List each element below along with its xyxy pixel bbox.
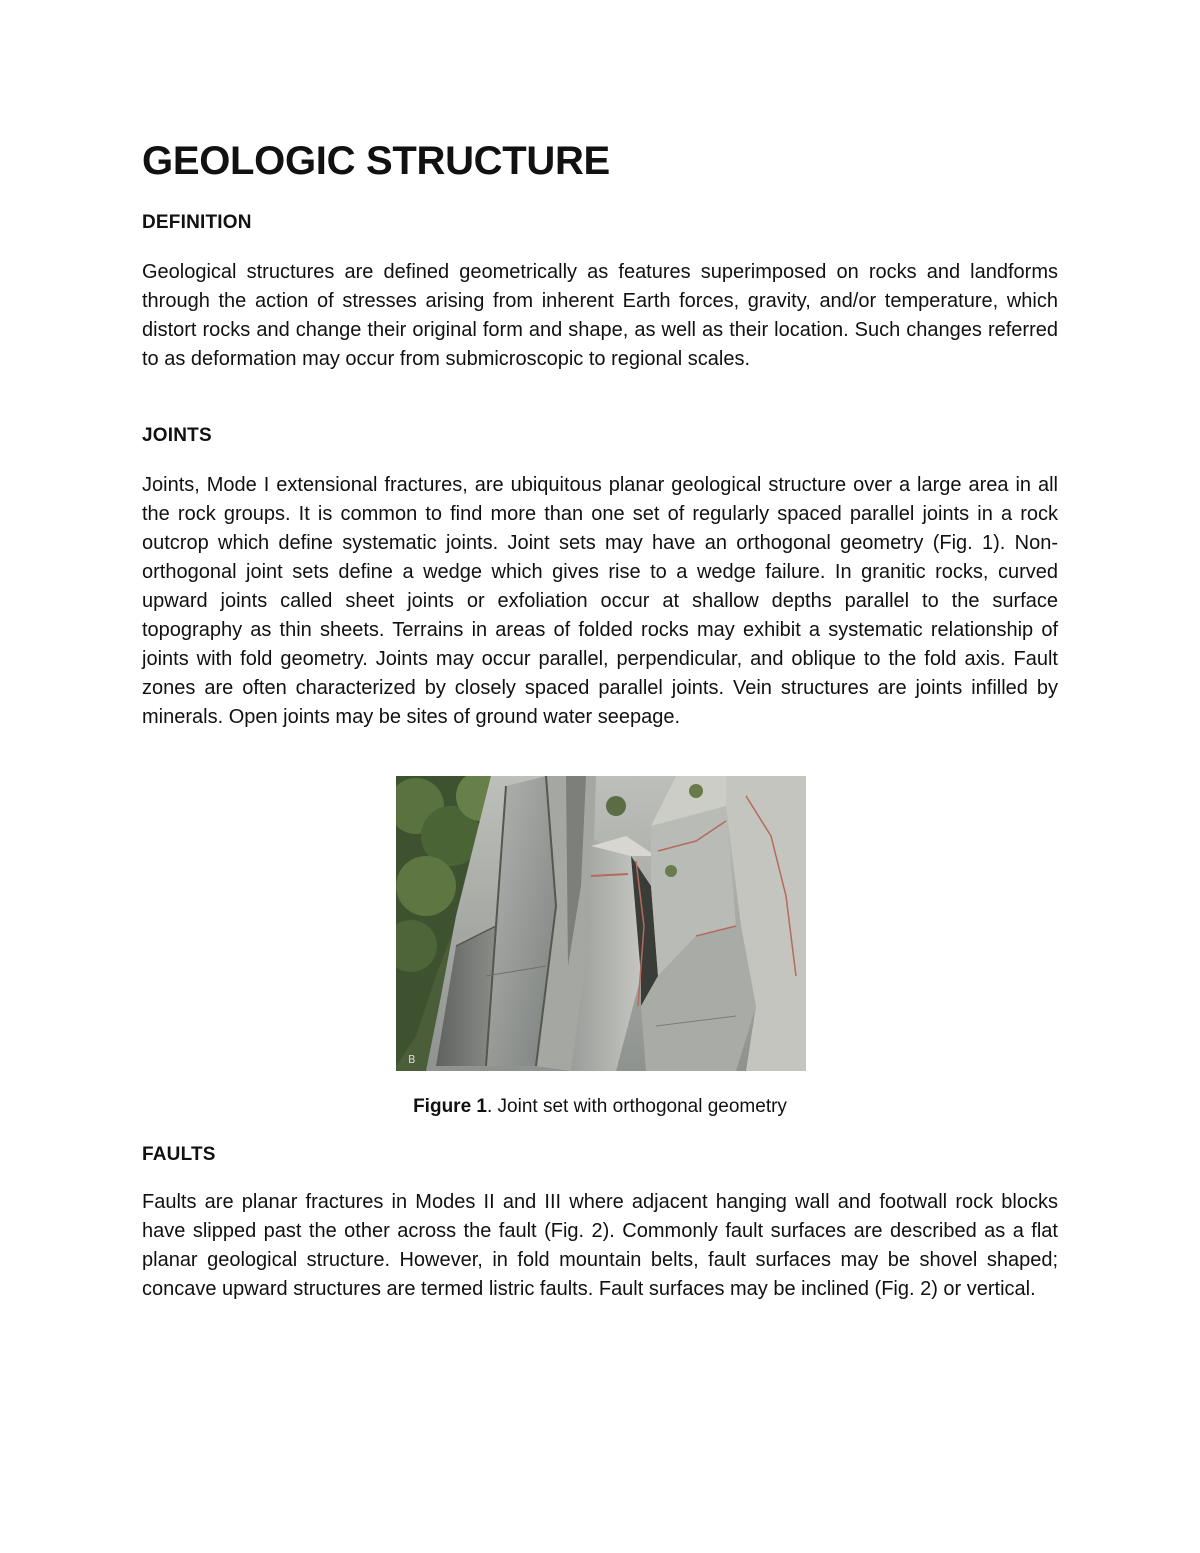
figure-1-caption-label: Figure 1 bbox=[413, 1096, 487, 1117]
document-title: GEOLOGIC STRUCTURE bbox=[142, 139, 610, 183]
figure-1-caption bbox=[142, 1096, 1058, 1118]
section-heading-joints: JOINTS bbox=[142, 425, 212, 446]
section-body-faults: Faults are planar fractures in Modes II and III where adjacent hanging wall and footwall rock blocks have slipped past the other across the fault (Fig. 2). Commonly fault surfaces are described as a flat planar geological structure. However, in fold mountain belts, fault surfaces may be shovel shaped; concave upward structures are termed listric faults. Fault surfaces may be inclined (Fig. 2) or vertical. bbox=[142, 1191, 1058, 1300]
figure-1-rock-outcrop-photo bbox=[396, 776, 806, 1071]
section-heading-faults: FAULTS bbox=[142, 1144, 216, 1165]
section-heading-definition: DEFINITION bbox=[142, 212, 252, 233]
section-body-definition: Geological structures are defined geometrically as features superimposed on rocks and landforms through the action of stresses arising from inherent Earth forces, gravity, and/or temperature, which distort rocks and change their original form and shape, as well as their location. Such changes referred to as deformation may occur from submicroscopic to regional scales. bbox=[142, 261, 1058, 370]
photo-corner-mark: B bbox=[408, 1053, 416, 1066]
figure-1-caption-text: . Joint set with orthogonal geometry bbox=[486, 1096, 787, 1117]
section-body-joints: Joints, Mode I extensional fractures, are ubiquitous planar geological structure over a large area in all the rock groups. It is common to find more than one set of regularly spaced parallel joints in a rock outcrop which define systematic joints. Joint sets may have an orthogonal geometry (Fig. 1). Non-orthogonal joint sets define a wedge which gives rise to a wedge failure. In granitic rocks, curved upward joints called sheet joints or exfoliation occur at shallow depths parallel to the surface topography as thin sheets. Terrains in areas of folded rocks may exhibit a systematic relationship of joints with fold geometry. Joints may occur parallel, perpendicular, and oblique to the fold axis. Fault zones are often characterized by closely spaced parallel joints. Vein structures are joints infilled by minerals. Open joints may be sites of ground water seepage. bbox=[142, 474, 1058, 728]
